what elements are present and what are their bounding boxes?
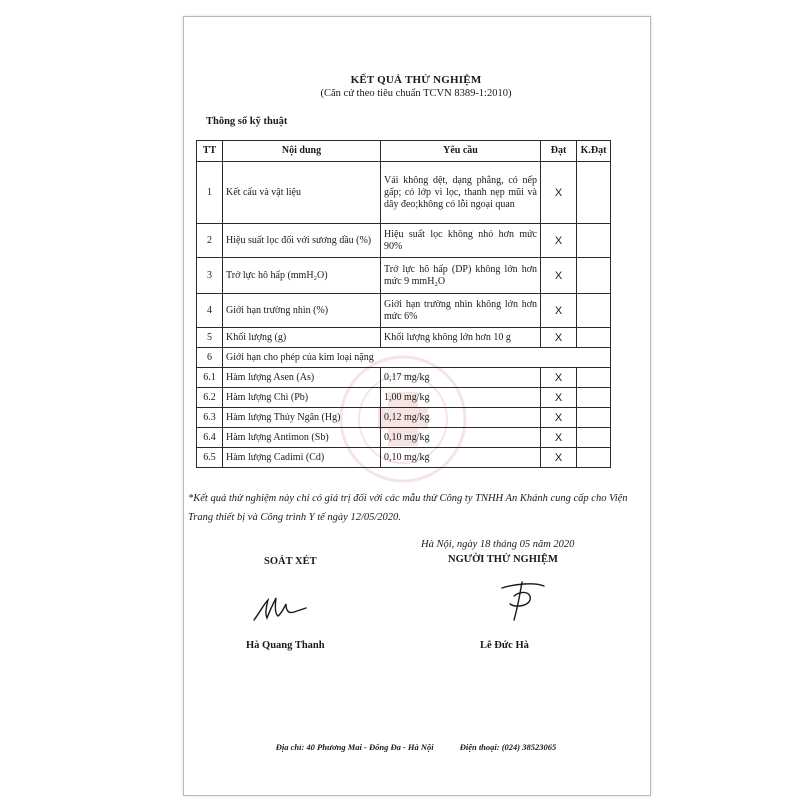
- row-content: Giới hạn trường nhìn (%): [223, 294, 381, 328]
- header-requirement: Yêu cầu: [381, 141, 541, 162]
- table-row: [197, 428, 611, 448]
- row-tt: 1: [197, 162, 223, 224]
- row-requirement: 0,12 mg/kg: [381, 408, 541, 428]
- row-content: Trở lực hô hấp (mmH₂O): [223, 258, 381, 294]
- table-row: [197, 348, 611, 368]
- table-row: [197, 368, 611, 388]
- row-tt: 6.1: [197, 368, 223, 388]
- row-fail: [577, 428, 611, 448]
- row-content: Hàm lượng Cadimi (Cd): [223, 448, 381, 468]
- table-row: [197, 258, 611, 294]
- row-content: Hàm lượng Antimon (Sb): [223, 428, 381, 448]
- row-pass: X: [541, 388, 577, 408]
- header-content: Nội dung: [223, 141, 381, 162]
- row-requirement: Khối lượng không lớn hơn 10 g: [381, 328, 541, 348]
- row-fail: [577, 328, 611, 348]
- row-content: Hàm lượng Thủy Ngân (Hg): [223, 408, 381, 428]
- row-fail: [577, 294, 611, 328]
- row-content: Kết cấu và vật liệu: [223, 162, 381, 224]
- row-pass: X: [541, 448, 577, 468]
- table-row: [197, 328, 611, 348]
- row-requirement: Hiệu suất lọc không nhỏ hơn mức 90%: [381, 224, 541, 258]
- spec-table: [196, 140, 611, 468]
- row-requirement: 1,00 mg/kg: [381, 388, 541, 408]
- row-requirement: Giới hạn trường nhìn không lớn hơn mức 6%: [381, 294, 541, 328]
- row-requirement: 0,17 mg/kg: [381, 368, 541, 388]
- header-pass: Đạt: [541, 141, 577, 162]
- table-row: [197, 388, 611, 408]
- row-fail: [577, 258, 611, 294]
- row-pass: X: [541, 428, 577, 448]
- table-row: [197, 408, 611, 428]
- row-pass: X: [541, 408, 577, 428]
- section-heading: Thông số kỹ thuật: [206, 116, 288, 127]
- row-pass: X: [541, 258, 577, 294]
- row-content: Hàm lượng Chì (Pb): [223, 388, 381, 408]
- row-fail: [577, 224, 611, 258]
- row-content: Hàm lượng Asen (As): [223, 368, 381, 388]
- reviewer-signature-icon: [250, 594, 310, 624]
- row-tt: 6.3: [197, 408, 223, 428]
- row-tt: 4: [197, 294, 223, 328]
- row-tt: 3: [197, 258, 223, 294]
- document-title: KẾT QUẢ THỬ NGHIỆM: [350, 74, 482, 86]
- row-fail: [577, 162, 611, 224]
- date-line: Hà Nội, ngày 18 tháng 05 năm 2020: [421, 539, 575, 550]
- table-row: [197, 162, 611, 224]
- footer-address: Địa chỉ: 40 Phương Mai - Đống Đa - Hà Nội: [275, 742, 434, 752]
- tester-signature-icon: [494, 578, 550, 622]
- row-fail: [577, 448, 611, 468]
- row-pass: X: [541, 294, 577, 328]
- row-tt: 6.2: [197, 388, 223, 408]
- row-content: Giới hạn cho phép của kim loại nặng: [223, 348, 611, 368]
- table-row: [197, 294, 611, 328]
- result-note: *Kết quả thử nghiệm này chỉ có giá trị đối với các mẫu thử Công ty TNHH An Khánh cung cấp cho Viện Trang thiết bị và Công trình Y tế ngày 12/05/2020.: [188, 493, 628, 523]
- reviewer-title: SOÁT XÉT: [264, 556, 317, 567]
- footer-phone: Điện thoại: (024) 38523065: [459, 742, 557, 752]
- tester-title: NGƯỜI THỬ NGHIỆM: [448, 554, 558, 565]
- table-row: [197, 448, 611, 468]
- row-pass: X: [541, 162, 577, 224]
- document-subtitle: (Căn cứ theo tiêu chuẩn TCVN 8389-1:2010): [320, 88, 512, 99]
- row-fail: [577, 388, 611, 408]
- row-requirement: Vải không dệt, dạng phẳng, có nếp gấp; có lớp vi lọc, thanh nẹp mũi và dây đeo;không có lỗi ngoại quan: [381, 162, 541, 224]
- row-pass: X: [541, 224, 577, 258]
- row-requirement: Trở lực hô hấp (DP) không lớn hơn mức 9 mmH₂O: [381, 258, 541, 294]
- row-pass: X: [541, 368, 577, 388]
- row-tt: 2: [197, 224, 223, 258]
- header-tt: TT: [197, 141, 223, 162]
- reviewer-name: Hà Quang Thanh: [246, 640, 325, 651]
- row-content: Hiệu suất lọc đối với sương dầu (%): [223, 224, 381, 258]
- row-tt: 6.4: [197, 428, 223, 448]
- row-pass: X: [541, 328, 577, 348]
- table-header-row: [197, 141, 611, 162]
- row-content: Khối lượng (g): [223, 328, 381, 348]
- row-requirement: 0,10 mg/kg: [381, 448, 541, 468]
- header-fail: K.Đạt: [577, 141, 611, 162]
- page-footer: [183, 742, 649, 752]
- row-requirement: 0,10 mg/kg: [381, 428, 541, 448]
- row-tt: 5: [197, 328, 223, 348]
- row-tt: 6.5: [197, 448, 223, 468]
- row-fail: [577, 408, 611, 428]
- row-tt: 6: [197, 348, 223, 368]
- tester-name: Lê Đức Hà: [480, 640, 529, 651]
- table-row: [197, 224, 611, 258]
- row-fail: [577, 368, 611, 388]
